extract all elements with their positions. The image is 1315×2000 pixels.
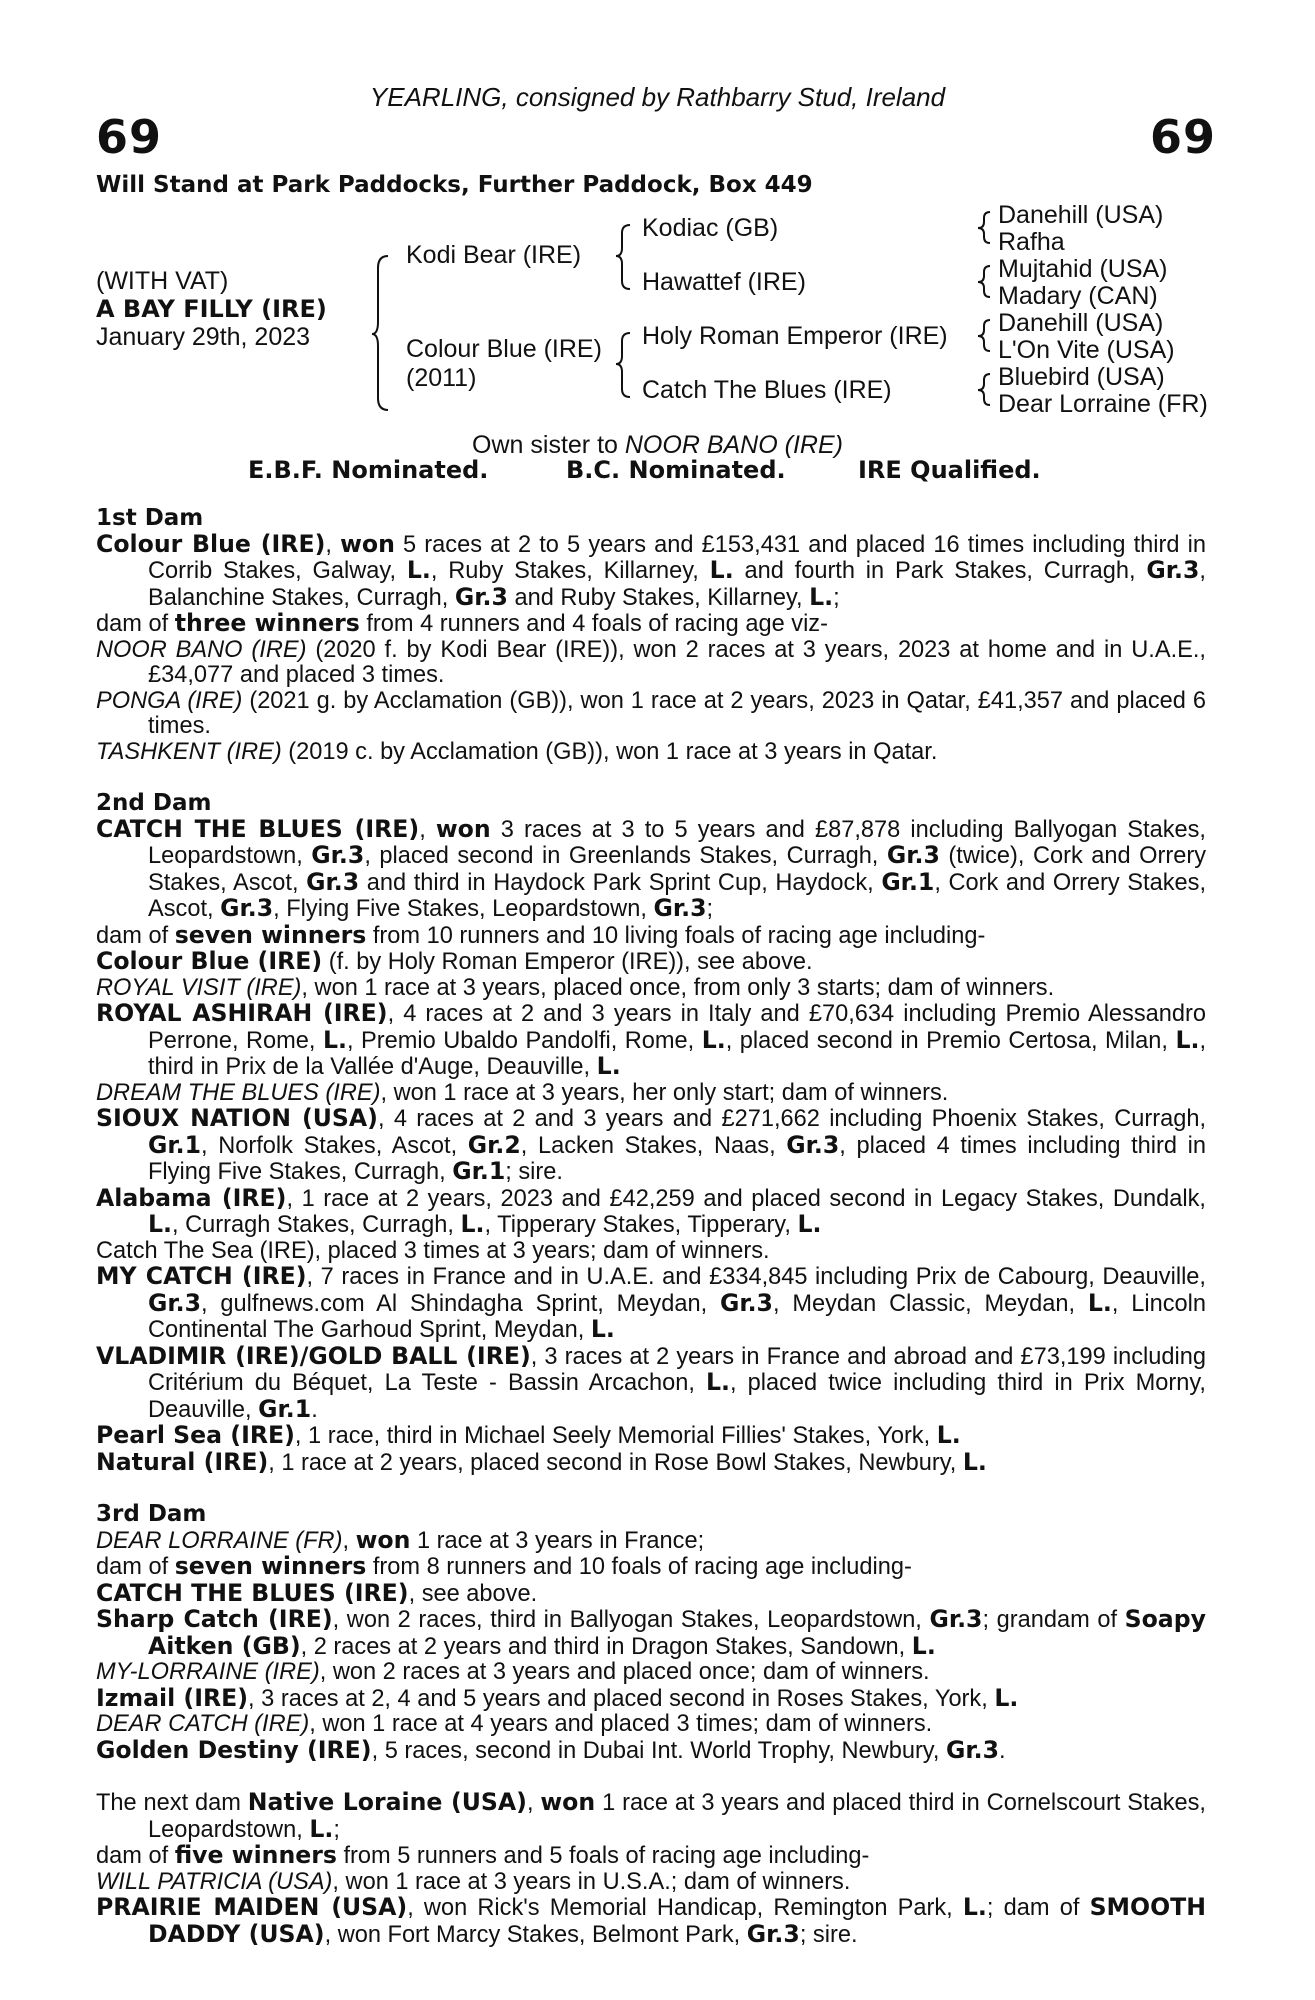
produce-royal-visit: ROYAL VISIT (IRE), won 1 race at 3 years, placed once, from only 3 starts; dam of winners. — [96, 974, 1055, 1001]
produce-royal-ashirah: ROYAL ASHIRAH (IRE), 4 races at 2 and 3 years in Italy and £70,634 including Premio Alessandro Perrone, Rome, L., Premio Ubaldo Pandolfi, Rome, L., placed second in Premio Certosa, Milan, L., third in Prix de la Vallée d'Auge, Deauville, L. — [96, 999, 1206, 1080]
produce-catch-the-sea: Catch The Sea (IRE), placed 3 times at 3 years; dam of winners. — [96, 1237, 770, 1264]
produce-alabama: Alabama (IRE), 1 race at 2 years, 2023 and £42,259 and placed second in Legacy Stakes, Dundalk, L., Curragh Stakes, Curragh, L., Tipperary Stakes, Tipperary, L. — [96, 1183, 1206, 1238]
produce-sioux-nation: SIOUX NATION (USA), 4 races at 2 and 3 years and £271,662 including Phoenix Stakes, Curragh, Gr.1, Norfolk Stakes, Ascot, Gr.2, Lacken Stakes, Naas, Gr.3, placed 4 times including third in Flying Five Stakes, Curragh, Gr.1; sire. — [96, 1104, 1206, 1185]
first-dam-heading: 1st Dam — [96, 505, 204, 531]
bc-nomination: B.C. Nominated. — [566, 456, 786, 484]
produce-tashkent: TASHKENT (IRE) (2019 c. by Acclamation (GB)), won 1 race at 3 years in Qatar. — [96, 738, 938, 765]
produce-noor-bano: NOOR BANO (IRE) (2020 f. by Kodi Bear (IRE)), won 2 races at 3 years, 2023 at home and in U.A.E., £34,077 and placed 3 times. — [96, 636, 1206, 688]
produce-golden-destiny: Golden Destiny (IRE), 5 races, second in Dubai Int. World Trophy, Newbury, Gr.3. — [96, 1735, 1006, 1764]
lot-number-right: 69 — [1150, 110, 1217, 164]
grandparent-5: Danehill (USA) — [998, 309, 1164, 337]
produce-sharp-catch: Sharp Catch (IRE), won 2 races, third in Ballyogan Stakes, Leopardstown, Gr.3; grandam of Soapy Aitken (GB), 2 races at 2 years and third in Dragon Stakes, Sandown, L. — [96, 1605, 1206, 1660]
sire: Kodi Bear (IRE) — [406, 241, 582, 269]
ebf-nomination: E.B.F. Nominated. — [248, 456, 489, 484]
grandparent-1: Danehill (USA) — [998, 201, 1164, 229]
third-dam-heading: 3rd Dam — [96, 1501, 207, 1527]
dam-year: (2011) — [406, 364, 477, 392]
vat-note: (WITH VAT) — [96, 267, 229, 295]
grandparent-2: Rafha — [998, 228, 1065, 256]
produce-my-lorraine: MY-LORRAINE (IRE), won 2 races at 3 years and placed once; dam of winners. — [96, 1659, 930, 1685]
produce-dream-the-blues: DREAM THE BLUES (IRE), won 1 race at 3 years, her only start; dam of winners. — [96, 1079, 949, 1106]
produce-prairie-maiden: PRAIRIE MAIDEN (USA), won Rick's Memorial Handicap, Remington Park, L.; dam of SMOOTH DADDY (USA), won Fort Marcy Stakes, Belmont Park, Gr.3; sire. — [96, 1893, 1206, 1948]
consignment-line: YEARLING, consigned by Rathbarry Stud, Ireland — [369, 82, 946, 112]
fourth-dam-produce-summary: dam of five winners from 5 runners and 5 foals of racing age including- — [96, 1841, 870, 1869]
produce-my-catch: MY CATCH (IRE), 7 races in France and in U.A.E. and £334,845 including Prix de Cabourg, Deauville, Gr.3, gulfnews.com Al Shindagha Sprint, Meydan, Gr.3, Meydan Classic, Meydan, L., Lincoln Continental The Garhoud Sprint, Meydan, L. — [96, 1262, 1206, 1343]
sire-sire: Kodiac (GB) — [642, 214, 779, 242]
dam-dam: Catch The Blues (IRE) — [642, 376, 892, 404]
third-dam-produce-summary: dam of seven winners from 8 runners and 10 foals of racing age including- — [96, 1552, 912, 1580]
grandparent-3: Mujtahid (USA) — [998, 255, 1168, 283]
grandparent-8: Dear Lorraine (FR) — [998, 390, 1208, 418]
sire-dam: Hawattef (IRE) — [642, 268, 806, 296]
third-dam-record: DEAR LORRAINE (FR), won 1 race at 3 years in France; — [96, 1525, 705, 1554]
own-sister-prefix: Own sister to — [472, 431, 625, 459]
stand-location: Will Stand at Park Paddocks, Further Paddock, Box 449 — [96, 172, 813, 198]
produce-colour-blue: Colour Blue (IRE) (f. by Holy Roman Emperor (IRE)), see above. — [96, 947, 813, 975]
first-dam-produce-summary: dam of three winners from 4 runners and 4 foals of racing age viz- — [96, 609, 828, 637]
produce-natural: Natural (IRE), 1 race at 2 years, placed second in Rose Bowl Stakes, Newbury, L. — [96, 1447, 987, 1476]
lot-number-left: 69 — [96, 110, 163, 164]
produce-ponga: PONGA (IRE) (2021 g. by Acclamation (GB)), won 1 race at 2 years, 2023 in Qatar, £41,357 and placed 6 times. — [96, 687, 1206, 739]
produce-vladimir: VLADIMIR (IRE)/GOLD BALL (IRE), 3 races at 2 years in France and abroad and £73,199 including Critérium du Béquet, La Teste - Bassin Arcachon, L., placed twice including third in Prix Morny, Deauville, Gr.1. — [96, 1341, 1207, 1423]
produce-dear-catch: DEAR CATCH (IRE), won 1 race at 4 years and placed 3 times; dam of winners. — [96, 1711, 933, 1737]
fourth-dam-record: The next dam Native Loraine (USA), won 1 race at 3 years and placed third in Cornelscourt Stakes, Leopardstown, L.; — [96, 1788, 1206, 1843]
grandparent-7: Bluebird (USA) — [998, 363, 1165, 391]
first-dam-record: Colour Blue (IRE), won 5 races at 2 to 5 years and £153,431 and placed 16 times including third in Corrib Stakes, Galway, L., Ruby Stakes, Killarney, L. and fourth in Park Stakes, Curragh, Gr.3, Balanchine Stakes, Curragh, Gr.3 and Ruby Stakes, Killarney, L.; — [96, 529, 1206, 611]
second-dam-produce-summary: dam of seven winners from 10 runners and 10 living foals of racing age including- — [96, 920, 986, 949]
produce-pearl-sea: Pearl Sea (IRE), 1 race, third in Michael Seely Memorial Fillies' Stakes, York, L. — [96, 1421, 961, 1449]
produce-catch-the-blues: CATCH THE BLUES (IRE), see above. — [96, 1578, 538, 1607]
ire-qualified: IRE Qualified. — [858, 456, 1041, 484]
produce-will-patricia: WILL PATRICIA (USA), won 1 race at 3 years in U.S.A.; dam of winners. — [96, 1868, 851, 1895]
horse-name: A BAY FILLY (IRE) — [96, 295, 327, 323]
horse-dob: January 29th, 2023 — [96, 323, 311, 351]
produce-record — [96, 506, 1206, 1948]
second-dam-heading: 2nd Dam — [96, 790, 212, 816]
produce-izmail: Izmail (IRE), 3 races at 2, 4 and 5 years and placed second in Roses Stakes, York, L. — [96, 1683, 1019, 1712]
grandparent-6: L'On Vite (USA) — [998, 336, 1175, 364]
pedigree-brackets — [0, 0, 1315, 470]
own-sister-name: NOOR BANO (IRE) — [624, 431, 843, 459]
grandparent-4: Madary (CAN) — [998, 282, 1158, 310]
second-dam-record: CATCH THE BLUES (IRE), won 3 races at 3 to 5 years and £87,878 including Ballyogan Stakes, Leopardstown, Gr.3, placed second in Greenlands Stakes, Curragh, Gr.3 (twice), Cork and Orrery Stakes, Ascot, Gr.3 and third in Haydock Park Sprint Cup, Haydock, Gr.1, Cork and Orrery Stakes, Ascot, Gr.3, Flying Five Stakes, Leopardstown, Gr.3; — [96, 814, 1207, 922]
dam: Colour Blue (IRE) — [406, 335, 602, 363]
dam-sire: Holy Roman Emperor (IRE) — [642, 322, 948, 350]
